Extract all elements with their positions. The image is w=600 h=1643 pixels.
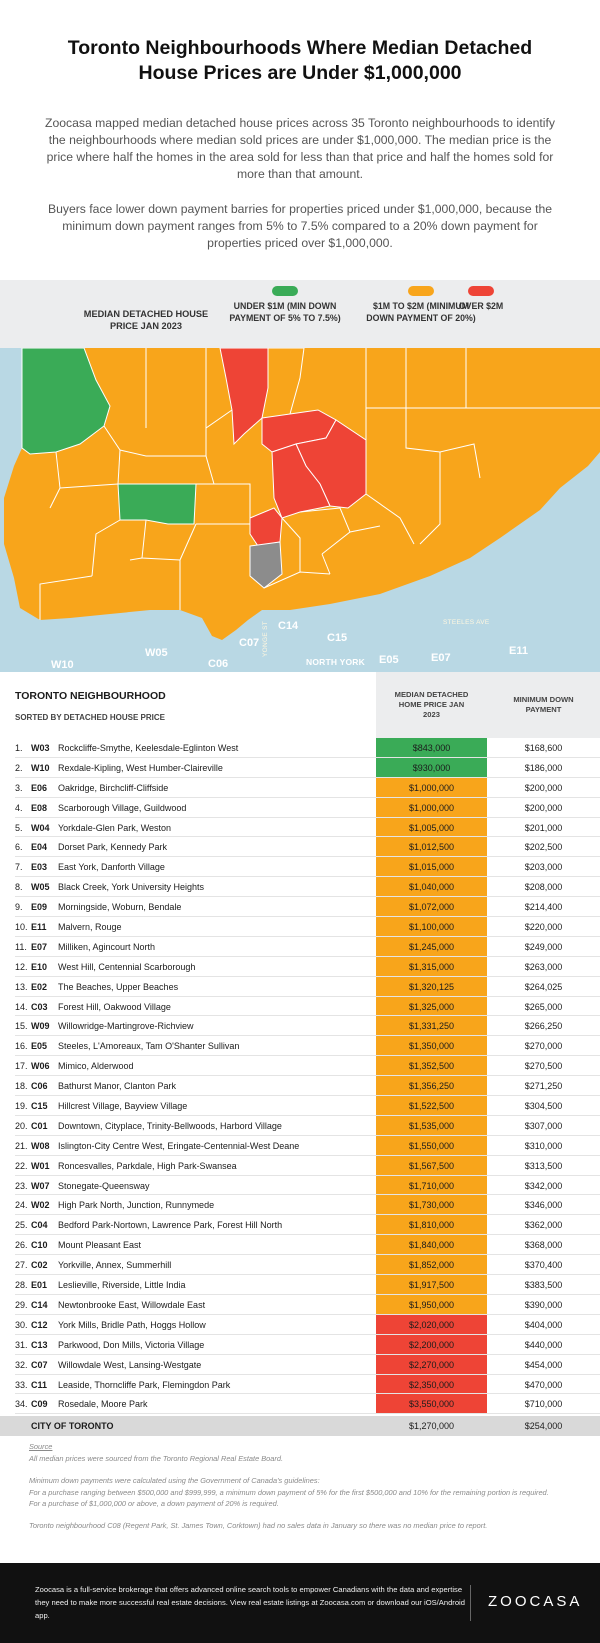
- row-district-code: E09: [31, 902, 48, 913]
- row-district-code: E03: [31, 862, 48, 873]
- row-rank: 30.: [15, 1319, 28, 1330]
- row-down-payment: $270,500: [524, 1061, 563, 1072]
- table-row: [0, 977, 600, 997]
- row-neighbourhood-name: West Hill, Centennial Scarborough: [58, 961, 196, 972]
- table-row: [0, 1156, 600, 1176]
- row-neighbourhood-name: Bathurst Manor, Clanton Park: [58, 1081, 177, 1092]
- row-median-price: $1,522,500: [376, 1096, 487, 1116]
- row-rank: 13.: [15, 981, 28, 992]
- table-row: [0, 1036, 600, 1056]
- row-district-code: W10: [31, 762, 50, 773]
- row-district-code: W08: [31, 1140, 50, 1151]
- row-rank: 19.: [15, 1101, 28, 1112]
- row-median-price: $1,040,000: [376, 877, 487, 897]
- row-neighbourhood-name: Forest Hill, Oakwood Village: [58, 1001, 171, 1012]
- row-district-code: W05: [31, 882, 50, 893]
- row-rank: 32.: [15, 1359, 28, 1370]
- row-median-price: $1,331,250: [376, 1016, 487, 1036]
- row-district-code: W03: [31, 743, 50, 753]
- row-rank: 29.: [15, 1299, 28, 1310]
- table-row: [0, 1116, 600, 1136]
- table-row: [0, 1355, 600, 1375]
- row-down-payment: $370,400: [524, 1260, 563, 1271]
- row-neighbourhood-name: Willowdale West, Lansing-Westgate: [58, 1359, 202, 1370]
- row-median-price: $1,917,500: [376, 1275, 487, 1295]
- row-rank: 12.: [15, 961, 28, 972]
- row-median-price: $1,810,000: [376, 1215, 487, 1235]
- row-neighbourhood-name: Oakridge, Birchcliff-Cliffside: [58, 782, 169, 793]
- row-district-code: E02: [31, 981, 48, 992]
- row-median-price: $1,000,000: [376, 778, 487, 798]
- row-rank: 11.: [15, 941, 27, 952]
- row-median-price: $1,350,000: [376, 1036, 487, 1056]
- row-neighbourhood-name: Downtown, Cityplace, Trinity-Bellwoods, Harbord Village: [58, 1120, 282, 1131]
- table-row: [0, 837, 600, 857]
- total-row-down-payment: $254,000: [524, 1421, 563, 1431]
- map-street-yonge: YONGE ST: [262, 621, 269, 657]
- table-row: [0, 1275, 600, 1295]
- notes-c08: Toronto neighbourhood C08 (Regent Park, St. James Town, Corktown) had no sales data in January so there was no median price to report.: [29, 1521, 488, 1531]
- map-label-e07: E07: [431, 652, 451, 664]
- row-neighbourhood-name: Leaside, Thorncliffe Park, Flemingdon Park: [58, 1379, 231, 1390]
- row-rank: 15.: [15, 1021, 28, 1032]
- table-row: [0, 1056, 600, 1076]
- table-row: [0, 1315, 600, 1335]
- row-neighbourhood-name: Islington-City Centre West, Eringate-Centennial-West Deane: [58, 1140, 300, 1151]
- row-down-payment: $313,500: [524, 1160, 563, 1171]
- row-down-payment: $440,000: [524, 1339, 563, 1350]
- row-rank: 2.: [15, 762, 23, 773]
- row-down-payment: $383,500: [524, 1280, 563, 1291]
- row-median-price: $1,567,500: [376, 1156, 487, 1176]
- row-rank: 4.: [15, 802, 23, 813]
- row-rank: 28.: [15, 1280, 28, 1291]
- header: [0, 0, 600, 252]
- table-row: [0, 798, 600, 818]
- row-median-price: $1,352,500: [376, 1056, 487, 1076]
- total-row-price: $1,270,000: [408, 1421, 455, 1431]
- map-label-w10: W10: [51, 659, 74, 671]
- row-neighbourhood-name: Rosedale, Moore Park: [58, 1399, 148, 1410]
- map-label-c14: C14: [278, 620, 299, 632]
- row-neighbourhood-name: Willowridge-Martingrove-Richview: [58, 1021, 194, 1032]
- legend-item-under-1m: [226, 286, 344, 325]
- row-district-code: W01: [31, 1160, 50, 1171]
- notes-down-rule-2: For a purchase of $1,000,000 or above, a down payment of 20% is required.: [29, 1499, 279, 1509]
- row-rank: 17.: [15, 1061, 28, 1072]
- row-district-code: C02: [31, 1260, 48, 1271]
- row-district-code: E04: [31, 842, 48, 853]
- row-district-code: E10: [31, 961, 48, 972]
- row-median-price: $1,315,000: [376, 957, 487, 977]
- row-down-payment: $186,000: [524, 762, 563, 773]
- row-rank: 20.: [15, 1120, 28, 1131]
- row-rank: 8.: [15, 882, 23, 893]
- row-down-payment: $202,500: [524, 842, 563, 853]
- map-label-e11: E11: [509, 645, 528, 657]
- row-rank: 14.: [15, 1001, 28, 1012]
- map-label-c15: C15: [327, 632, 348, 644]
- row-median-price: $3,550,000: [376, 1394, 487, 1414]
- table-row: [0, 1295, 600, 1315]
- row-down-payment: $249,000: [524, 941, 563, 952]
- row-district-code: E05: [31, 1041, 48, 1052]
- row-median-price: $2,270,000: [376, 1355, 487, 1375]
- row-down-payment: $203,000: [524, 862, 563, 873]
- row-district-code: E07: [31, 941, 48, 952]
- row-median-price: $2,200,000: [376, 1335, 487, 1355]
- row-median-price: $1,325,000: [376, 997, 487, 1017]
- notes-source-text: All median prices were sourced from the Toronto Regional Real Estate Board.: [29, 1453, 284, 1463]
- row-median-price: $1,100,000: [376, 917, 487, 937]
- table-row: [0, 1195, 600, 1215]
- row-rank: 24.: [15, 1200, 28, 1211]
- row-district-code: W06: [31, 1061, 50, 1072]
- notes-source-label: Source: [29, 1442, 53, 1451]
- row-down-payment: $307,000: [524, 1120, 563, 1131]
- footer-text: Zoocasa is a full-service brokerage that offers advanced online search tools to empower Canadians with the data and expertise they need to make more successful real estate decisions. View real estate listings at Zoocasa.com or download our iOS/Android app.: [35, 1585, 465, 1620]
- table-row: [0, 778, 600, 798]
- row-neighbourhood-name: York Mills, Bridle Path, Hoggs Hollow: [58, 1319, 206, 1330]
- table-row: [0, 1136, 600, 1156]
- row-median-price: $1,710,000: [376, 1176, 487, 1196]
- row-down-payment: $310,000: [524, 1140, 563, 1151]
- district-w03: [118, 484, 196, 524]
- table-row: [0, 1235, 600, 1255]
- row-down-payment: $266,250: [524, 1021, 563, 1032]
- row-neighbourhood-name: Milliken, Agincourt North: [58, 941, 156, 952]
- row-neighbourhood-name: Stonegate-Queensway: [58, 1180, 150, 1191]
- legend-label-under-1m: UNDER $1M (MIN DOWN PAYMENT OF 5% TO 7.5%): [229, 301, 341, 324]
- row-median-price: $1,005,000: [376, 818, 487, 838]
- row-median-price: $930,000: [376, 758, 487, 778]
- row-rank: 1.: [15, 743, 23, 753]
- table-body: [0, 738, 600, 1414]
- column-header-down-payment: [487, 672, 600, 738]
- table-row: [0, 857, 600, 877]
- legend-label-over-2m: OVER $2M: [458, 301, 504, 311]
- table-row: [0, 1255, 600, 1275]
- row-rank: 23.: [15, 1180, 28, 1191]
- row-median-price: $1,000,000: [376, 798, 487, 818]
- row-district-code: W09: [31, 1021, 50, 1032]
- row-down-payment: $404,000: [524, 1319, 563, 1330]
- row-down-payment: $270,000: [524, 1041, 563, 1052]
- table-row: [0, 758, 600, 778]
- table-row: [0, 957, 600, 977]
- row-neighbourhood-name: Hillcrest Village, Bayview Village: [58, 1101, 188, 1112]
- row-down-payment: $304,500: [524, 1101, 563, 1112]
- page-title: Toronto Neighbourhoods Where Median Detached House Prices are Under $1,000,000: [67, 37, 533, 85]
- row-rank: 9.: [15, 902, 23, 913]
- table-header: [0, 672, 600, 738]
- table-row: [0, 1176, 600, 1196]
- legend-swatch-orange: [408, 286, 434, 296]
- legend-swatch-green: [272, 286, 298, 296]
- table-row: [0, 877, 600, 897]
- row-down-payment: $201,000: [524, 822, 563, 833]
- row-down-payment: $368,000: [524, 1240, 563, 1251]
- row-neighbourhood-name: Mimico, Alderwood: [58, 1061, 134, 1072]
- table-title: TORONTO NEIGHBOURHOOD: [15, 690, 166, 702]
- row-median-price: $1,840,000: [376, 1235, 487, 1255]
- map-label-w05: W05: [145, 647, 168, 659]
- row-down-payment: $263,000: [524, 961, 563, 972]
- row-down-payment: $265,000: [524, 1001, 563, 1012]
- row-rank: 18.: [15, 1081, 28, 1092]
- row-down-payment: $454,000: [524, 1359, 563, 1370]
- row-rank: 16.: [15, 1041, 28, 1052]
- row-median-price: $1,535,000: [376, 1116, 487, 1136]
- row-neighbourhood-name: Dorset Park, Kennedy Park: [58, 842, 168, 853]
- row-neighbourhood-name: Yorkville, Annex, Summerhill: [58, 1260, 172, 1271]
- row-district-code: E11: [31, 922, 47, 933]
- row-district-code: C01: [31, 1120, 48, 1131]
- map-label-c06: C06: [208, 658, 229, 670]
- row-neighbourhood-name: Black Creek, York University Heights: [58, 882, 205, 893]
- row-district-code: C06: [31, 1081, 48, 1092]
- row-down-payment: $362,000: [524, 1220, 563, 1231]
- table-row: [0, 1076, 600, 1096]
- row-neighbourhood-name: Bedford Park-Nortown, Lawrence Park, Forest Hill North: [58, 1220, 283, 1231]
- table-row: [0, 1394, 600, 1414]
- map-label-c07: C07: [239, 637, 260, 649]
- row-district-code: C15: [31, 1101, 48, 1112]
- row-rank: 31.: [15, 1339, 28, 1350]
- total-row-label: CITY OF TORONTO: [31, 1421, 114, 1431]
- row-median-price: $1,730,000: [376, 1195, 487, 1215]
- footer: [0, 1563, 600, 1643]
- row-neighbourhood-name: Roncesvalles, Parkdale, High Park-Swansea: [58, 1160, 237, 1171]
- column-header-price-label: MEDIAN DETACHED HOME PRICE JAN 2023: [394, 689, 469, 720]
- table-subtitle: SORTED BY DETACHED HOUSE PRICE: [15, 713, 165, 722]
- table-row: [0, 1016, 600, 1036]
- row-down-payment: $390,000: [524, 1299, 563, 1310]
- row-rank: 25.: [15, 1220, 28, 1231]
- row-down-payment: $208,000: [524, 882, 563, 893]
- row-district-code: C11: [31, 1379, 48, 1390]
- table-row: [0, 1096, 600, 1116]
- row-rank: 6.: [15, 842, 23, 853]
- row-rank: 5.: [15, 822, 23, 833]
- map-street-steeles: STEELES AVE: [443, 619, 490, 626]
- legend-label-1m-2m: $1M TO $2M (MINIMUM DOWN PAYMENT OF 20%): [366, 301, 476, 324]
- district-map-svg: [0, 348, 600, 672]
- row-rank: 33.: [15, 1379, 28, 1390]
- map-area-north-york: NORTH YORK: [306, 657, 365, 667]
- row-down-payment: $168,600: [524, 743, 563, 753]
- row-neighbourhood-name: Steeles, L'Amoreaux, Tam O'Shanter Sullivan: [58, 1041, 240, 1052]
- row-down-payment: $271,250: [524, 1081, 563, 1092]
- row-down-payment: $470,000: [524, 1379, 563, 1390]
- row-neighbourhood-name: High Park North, Junction, Runnymede: [58, 1200, 215, 1211]
- table-row: [0, 897, 600, 917]
- row-district-code: E06: [31, 782, 48, 793]
- row-median-price: $1,852,000: [376, 1255, 487, 1275]
- row-district-code: E08: [31, 802, 48, 813]
- toronto-map: [0, 280, 600, 672]
- intro-paragraph-2: Buyers face lower down payment barries for properties priced under $1,000,000, because the minimum down payment ranges from 5% to 7.5% compared to a 20% down payment for properties priced over $1,000,000.: [47, 202, 553, 251]
- row-district-code: C09: [31, 1399, 48, 1410]
- row-neighbourhood-name: Yorkdale-Glen Park, Weston: [58, 822, 172, 833]
- row-median-price: $1,950,000: [376, 1295, 487, 1315]
- table-row: [0, 738, 600, 758]
- row-down-payment: $710,000: [524, 1399, 563, 1410]
- row-down-payment: $346,000: [524, 1200, 563, 1211]
- row-median-price: $1,245,000: [376, 937, 487, 957]
- row-district-code: C04: [31, 1220, 48, 1231]
- table-row: [0, 1215, 600, 1235]
- row-median-price: $1,550,000: [376, 1136, 487, 1156]
- row-neighbourhood-name: Newtonbrooke East, Willowdale East: [58, 1299, 206, 1310]
- row-rank: 34.: [15, 1399, 28, 1410]
- row-neighbourhood-name: Rexdale-Kipling, West Humber-Claireville: [58, 762, 223, 773]
- row-district-code: C14: [31, 1299, 48, 1310]
- table-row: [0, 997, 600, 1017]
- table-row: [0, 917, 600, 937]
- zoocasa-logo: ZOOCASA: [488, 1593, 583, 1610]
- row-median-price: $1,072,000: [376, 897, 487, 917]
- legend-swatch-red: [468, 286, 494, 296]
- row-rank: 26.: [15, 1240, 28, 1251]
- total-row: [0, 1416, 600, 1436]
- row-district-code: W02: [31, 1200, 50, 1211]
- row-median-price: $2,020,000: [376, 1315, 487, 1335]
- notes-down-rule-1: For a purchase ranging between $500,000 and $999,999, a minimum down payment of 5% for the first $500,000 and 10% for the remaining portion is required.: [29, 1487, 549, 1497]
- column-header-price: [376, 672, 487, 738]
- row-median-price: $1,320,125: [376, 977, 487, 997]
- row-divider: [15, 1413, 600, 1414]
- row-down-payment: $214,400: [524, 902, 563, 913]
- table-row: [0, 1335, 600, 1355]
- row-rank: 3.: [15, 782, 23, 793]
- row-neighbourhood-name: Parkwood, Don Mills, Victoria Village: [58, 1339, 205, 1350]
- row-neighbourhood-name: Morningside, Woburn, Bendale: [58, 902, 182, 913]
- row-rank: 27.: [15, 1260, 28, 1271]
- row-neighbourhood-name: Rockcliffe-Smythe, Keelesdale-Eglinton West: [58, 743, 239, 753]
- row-median-price: $1,012,500: [376, 837, 487, 857]
- row-rank: 21.: [15, 1140, 28, 1151]
- table-row: [0, 1375, 600, 1395]
- legend-item-over-2m: [450, 286, 512, 312]
- footer-divider: [470, 1585, 471, 1621]
- row-down-payment: $220,000: [524, 922, 563, 933]
- row-down-payment: $342,000: [524, 1180, 563, 1191]
- row-median-price: $843,000: [376, 738, 487, 758]
- table-row: [0, 818, 600, 838]
- legend-title: MEDIAN DETACHED HOUSE PRICE JAN 2023: [83, 309, 209, 332]
- map-label-e05: E05: [379, 654, 399, 666]
- row-rank: 10.: [15, 922, 28, 933]
- row-rank: 7.: [15, 862, 23, 873]
- row-down-payment: $200,000: [524, 802, 563, 813]
- map-legend: [0, 280, 600, 348]
- notes: [29, 1441, 574, 1532]
- column-header-down-label: MINIMUM DOWN PAYMENT: [513, 694, 574, 714]
- row-district-code: E01: [31, 1280, 48, 1291]
- table-row: [0, 937, 600, 957]
- row-median-price: $1,015,000: [376, 857, 487, 877]
- row-district-code: C13: [31, 1339, 48, 1350]
- notes-down-intro: Minimum down payments were calculated using the Government of Canada's guidelines:: [29, 1475, 320, 1485]
- row-district-code: C03: [31, 1001, 48, 1012]
- row-neighbourhood-name: Scarborough Village, Guildwood: [58, 802, 187, 813]
- row-district-code: C12: [31, 1319, 48, 1330]
- row-neighbourhood-name: Leslieville, Riverside, Little India: [58, 1280, 186, 1291]
- row-neighbourhood-name: Malvern, Rouge: [58, 922, 122, 933]
- row-down-payment: $200,000: [524, 782, 563, 793]
- row-district-code: W07: [31, 1180, 50, 1191]
- row-neighbourhood-name: The Beaches, Upper Beaches: [58, 981, 179, 992]
- row-median-price: $2,350,000: [376, 1375, 487, 1395]
- row-neighbourhood-name: Mount Pleasant East: [58, 1240, 142, 1251]
- intro-paragraph-1: Zoocasa mapped median detached house prices across 35 Toronto neighbourhoods to identify the neighbourhoods where median sold prices are under $1,000,000. The median price is the price where half the homes in the area sold for less than that price and half the homes sold for more than that amount.: [45, 115, 555, 181]
- row-rank: 22.: [15, 1160, 28, 1171]
- row-district-code: C10: [31, 1240, 48, 1251]
- row-median-price: $1,356,250: [376, 1076, 487, 1096]
- row-neighbourhood-name: East York, Danforth Village: [58, 862, 165, 873]
- row-down-payment: $264,025: [524, 981, 563, 992]
- row-district-code: C07: [31, 1359, 48, 1370]
- row-district-code: W04: [31, 822, 50, 833]
